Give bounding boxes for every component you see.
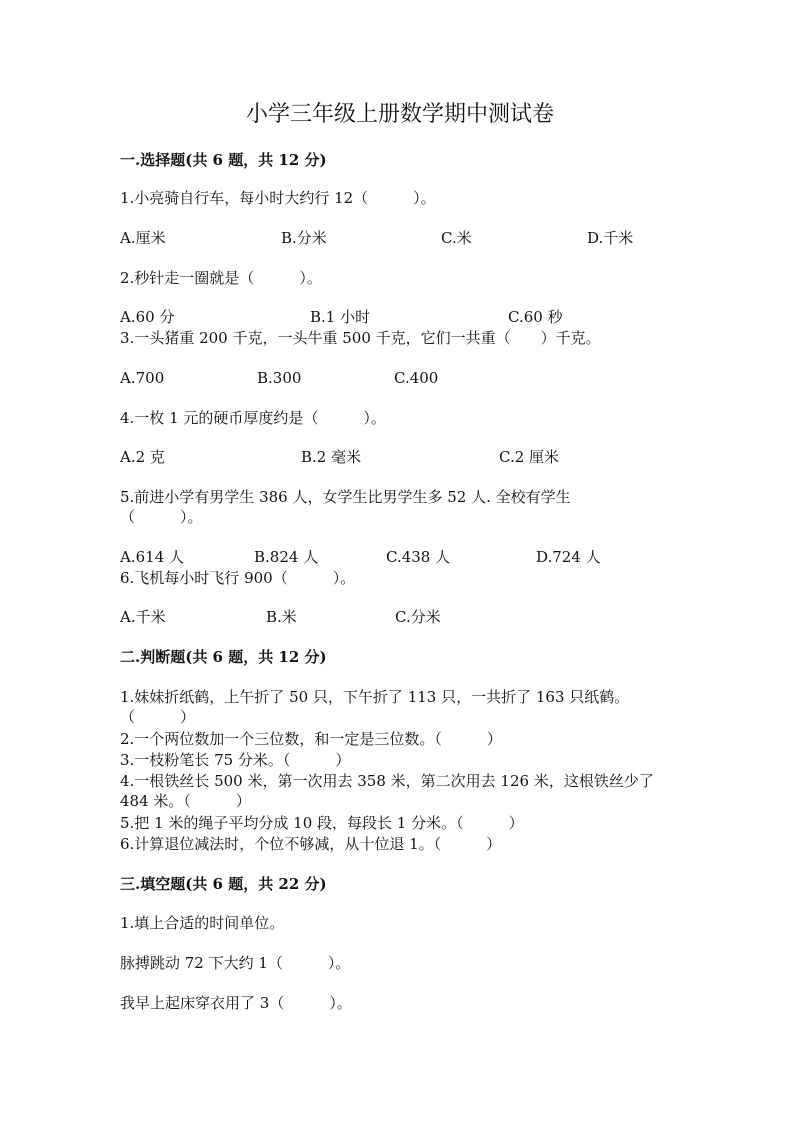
s3-q1-line1: 脉搏跳动 72 下大约 1（ ）。 — [120, 954, 351, 972]
s1-q4-stem: 4.一枚 1 元的硬币厚度约是（ ）。 — [120, 409, 386, 427]
s1-q2-option-c: C.60 秒 — [508, 308, 563, 326]
s3-q1-line2: 我早上起床穿衣用了 3（ ）。 — [120, 994, 352, 1012]
s1-q3-stem: 3.一头猪重 200 千克，一头牛重 500 千克，它们一共重（ ）千克。 — [120, 329, 601, 347]
s1-q3-option-b: B.300 — [257, 369, 302, 387]
s1-q1-option-b: B.分米 — [281, 229, 327, 247]
s1-q2-option-a: A.60 分 — [120, 308, 175, 326]
s1-q4-option-b: B.2 毫米 — [301, 448, 362, 466]
s2-q1-cont: （ ） — [120, 708, 196, 726]
s1-q4-option-a: A.2 克 — [120, 448, 165, 466]
s1-q6-option-a: A.千米 — [120, 608, 166, 626]
s1-q3-option-c: C.400 — [394, 369, 439, 387]
s1-q5-option-a: A.614 人 — [120, 548, 184, 566]
s2-q2: 2.一个两位数加一个三位数，和一定是三位数。（ ） — [120, 730, 502, 748]
s1-q2-option-b: B.1 小时 — [310, 308, 371, 326]
s1-q5-option-b: B.824 人 — [254, 548, 319, 566]
s1-q6-option-c: C.分米 — [395, 608, 441, 626]
s3-q1: 1.填上合适的时间单位。 — [120, 914, 285, 932]
s2-q1: 1.妹妹折纸鹤，上午折了 50 只，下午折了 113 只，一共折了 163 只纸鹤。 — [120, 688, 630, 706]
section2-heading: 二.判断题(共 6 题，共 12 分) — [120, 648, 327, 666]
s1-q1-stem: 1.小亮骑自行车，每小时大约行 12（ ）。 — [120, 189, 436, 207]
s1-q5-option-c: C.438 人 — [386, 548, 451, 566]
section3-heading: 三.填空题(共 6 题，共 22 分) — [120, 875, 327, 893]
s1-q5-option-d: D.724 人 — [536, 548, 601, 566]
s2-q3: 3.一枝粉笔长 75 分米。（ ） — [120, 751, 351, 769]
s1-q5-stem: 5.前进小学有男学生 386 人，女学生比男学生多 52 人. 全校有学生 — [120, 488, 571, 506]
s1-q6-stem: 6.飞机每小时飞行 900（ ）。 — [120, 569, 356, 587]
s2-q4-cont: 484 米。（ ） — [120, 792, 251, 810]
section1-heading: 一.选择题(共 6 题，共 12 分) — [120, 151, 327, 169]
s1-q1-option-d: D.千米 — [587, 229, 634, 247]
s2-q4: 4.一根铁丝长 500 米，第一次用去 358 米，第二次用去 126 米，这根铁丝少了 — [120, 772, 654, 790]
page-title: 小学三年级上册数学期中测试卷 — [245, 102, 554, 127]
s1-q4-option-c: C.2 厘米 — [499, 448, 560, 466]
s1-q6-option-b: B.米 — [266, 608, 297, 626]
s1-q2-stem: 2.秒针走一圈就是（ ）。 — [120, 269, 322, 287]
s1-q1-option-a: A.厘米 — [120, 229, 166, 247]
s2-q5: 5.把 1 米的绳子平均分成 10 段，每段长 1 分米。（ ） — [120, 814, 524, 832]
s2-q6: 6.计算退位减法时，个位不够减，从十位退 1。（ ） — [120, 835, 502, 853]
s1-q5-stem-cont: （ ）。 — [120, 508, 203, 526]
s1-q1-option-c: C.米 — [441, 229, 472, 247]
s1-q3-option-a: A.700 — [120, 369, 165, 387]
